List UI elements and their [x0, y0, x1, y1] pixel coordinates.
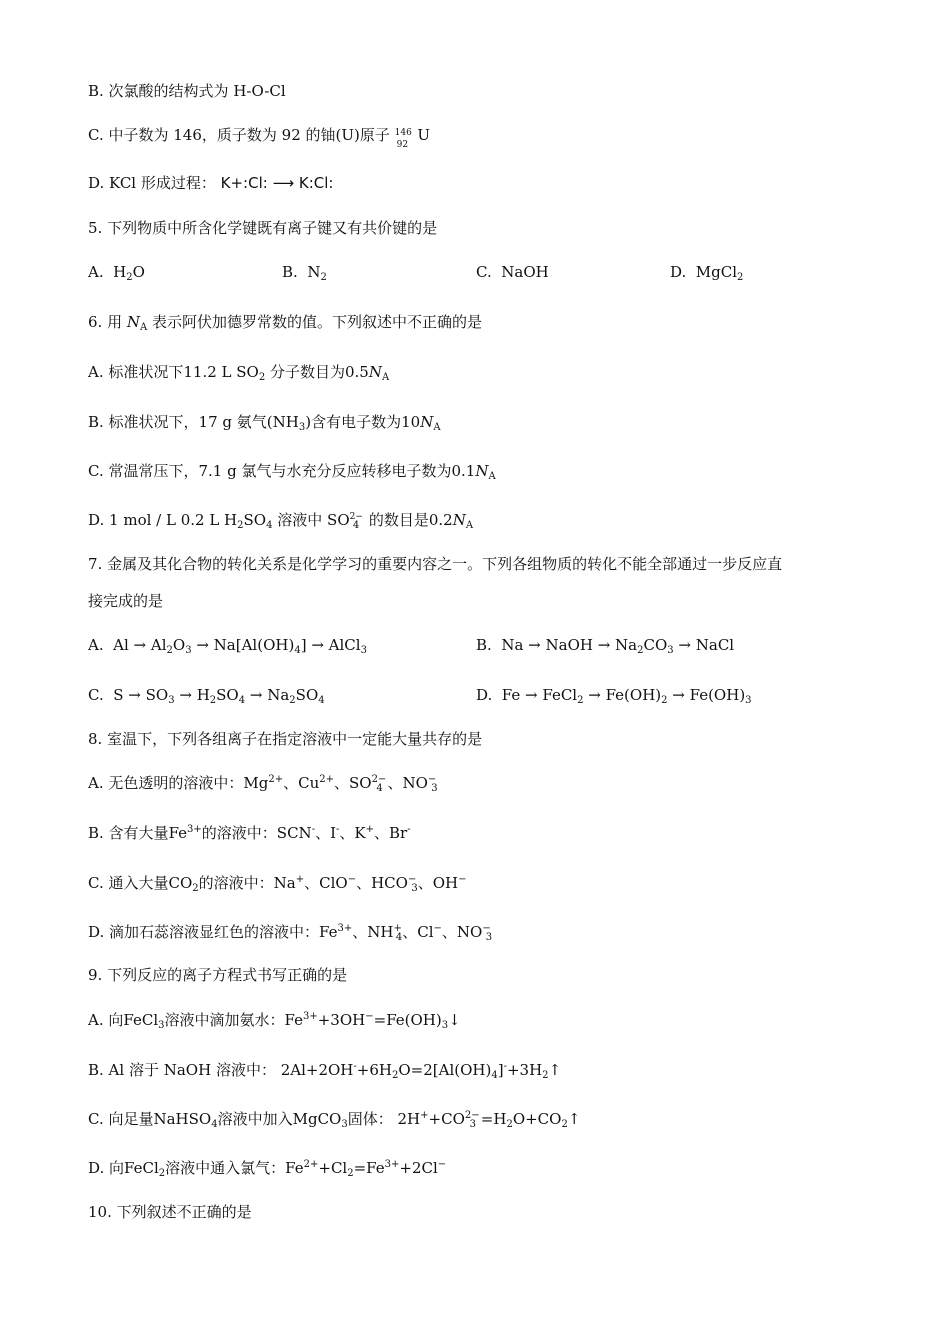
q9-option-c: C. 向足量NaHSO$_4$溶液中加入MgCO$_3$固体： $2H^++CO^{2-}_3$ $=H_2O+CO_2↑$ — [88, 1110, 581, 1130]
q7-stem-line2: 接完成的是 — [88, 592, 164, 610]
q5-stem: 5. 下列物质中所含化学键既有离子键又有共价键的是 — [88, 219, 438, 237]
q5-option-a: A. $H_2O$ — [88, 263, 145, 283]
q7-stem-line1: 7. 金属及其化合物的转化关系是化学学习的重要内容之一。下列各组物质的转化不能全部通过一步反应直 — [88, 555, 783, 573]
q6-option-b: B. 标准状况下，17 g 氨气$(NH_3)$含有电子数为$10N_A$ — [88, 413, 441, 433]
q8-option-d: D. 滴加石蕊溶液显红色的溶液中：$Fe^{3+}$、$NH^+_4$、Cl−、$NO^-_3$ — [88, 923, 493, 943]
reactant-electron-dot: K+:Cl: — [220, 174, 268, 192]
q7-option-c: C. $S \to SO_3 \to H_2SO_4 \to Na_2SO_4$ — [88, 686, 325, 706]
q6-option-c: C. 常温常压下，7.1 g 氯气与水充分反应转移电子数为$0.1N_A$ — [88, 462, 496, 482]
q5-option-b: B. $N_2$ — [282, 263, 327, 283]
q9-option-a: A. 向FeCl$_3$溶液中滴加氨水：$Fe^{3+}+3OH^-=Fe(OH)_3↓$ — [88, 1011, 461, 1031]
q7-option-d: D. Fe → FeCl$_2$ → $Fe(OH)_2 \to Fe(OH)_3$ — [476, 686, 752, 706]
q9-option-b: B. Al 溶于 NaOH 溶液中： $2Al+2OH^-+6H_2O=2[Al(OH)_4]^-+3H_2↑$ — [88, 1061, 562, 1081]
q6-option-a: A. 标准状况下11.2 L $SO_2$ 分子数目为$0.5N_A$ — [88, 363, 390, 383]
q9-option-d: D. 向FeCl$_2$溶液中通入氯气：$Fe^{2+}+Cl_2=Fe^{3+}+2Cl^-$ — [88, 1159, 447, 1179]
q8-option-c: C. 通入大量$CO_2$的溶液中：Na+、ClO−、$HCO^-_3$、OH− — [88, 874, 467, 894]
nuclide-notation: 146 92 — [394, 128, 412, 150]
q6-stem: 6. 用 $N_A$ 表示阿伏加德罗常数的值。下列叙述中不正确的是 — [88, 313, 483, 333]
q8-stem: 8. 室温下，下列各组离子在指定溶液中一定能大量共存的是 — [88, 730, 483, 748]
q10-stem: 10. 下列叙述不正确的是 — [88, 1203, 252, 1221]
q4-option-b: B. 次氯酸的结构式为 H-O-Cl — [88, 82, 286, 100]
q6-option-d: D. 1 mol / L 0.2 L $H_2SO_4$ 溶液中 $SO^{2-}_4$ 的数目是$0.2N_A$ — [88, 511, 474, 531]
q8-option-b: B. 含有大量$Fe^{3+}$的溶液中：SCN-、I-、K+、Br- — [88, 824, 411, 842]
product-electron-dot: K:Cl: — [298, 174, 334, 192]
q9-stem: 9. 下列反应的离子方程式书写正确的是 — [88, 966, 348, 984]
q7-option-b: B. Na → NaOH → $Na_2CO_3$ → NaCl — [476, 636, 735, 656]
reaction-arrow: ⟶ — [272, 174, 295, 192]
q5-option-d: D. MgCl$_2$ — [670, 263, 744, 283]
q4-option-c: C. 中子数为 146，质子数为 92 的铀(U)原子 146 92 U — [88, 126, 431, 150]
q4-option-d: D. KCl 形成过程： K+:Cl: ⟶ K:Cl: — [88, 174, 334, 192]
q5-option-c: C. NaOH — [476, 263, 549, 281]
q8-option-a: A. 无色透明的溶液中：$Mg^{2+}$、$Cu^{2+}$、$SO^{2-}_4$ 、$NO^-_3$ — [88, 774, 438, 794]
q7-option-a: A. $Al \to Al_2O_3 \to Na[Al(OH)_4]$ → AlCl$_3$ — [88, 636, 367, 656]
